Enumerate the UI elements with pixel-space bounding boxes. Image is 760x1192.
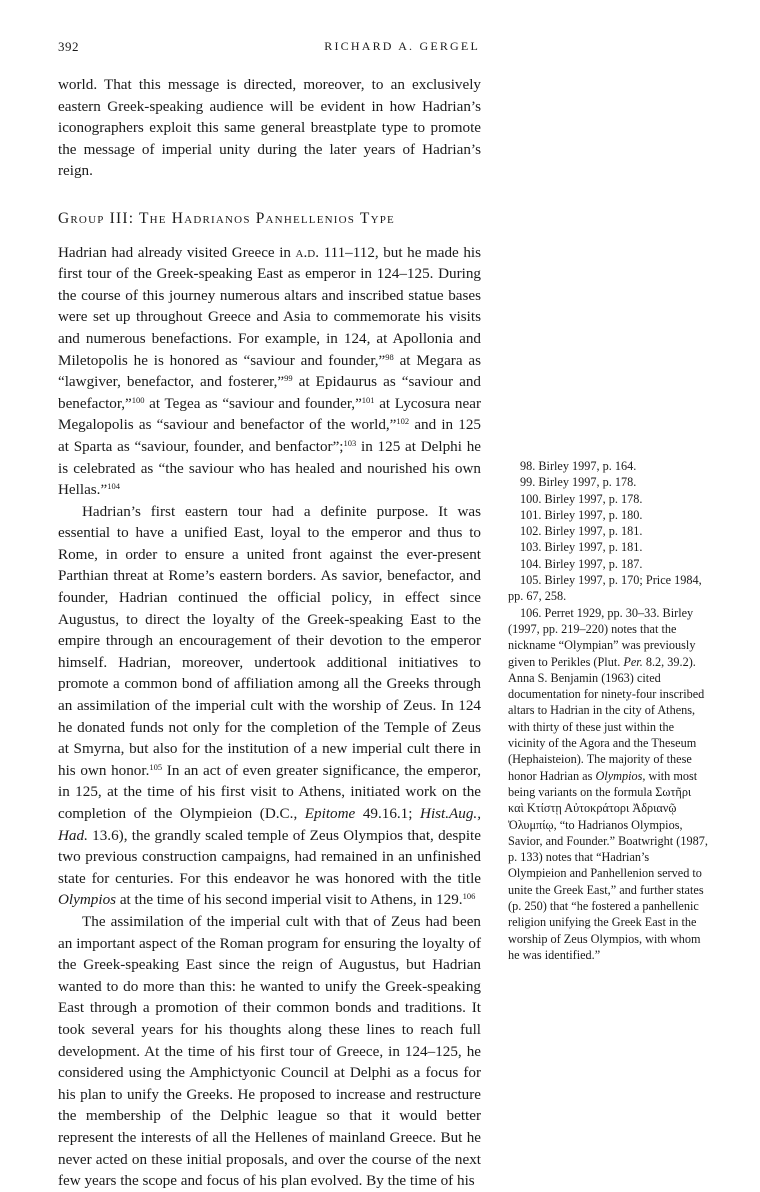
footnote-101: 101. Birley 1997, p. 180. <box>520 507 643 522</box>
running-head-author: RICHARD A. GERGEL <box>324 39 480 53</box>
footnote-ref-105[interactable]: 105 <box>149 761 163 772</box>
footnote-ref-104[interactable]: 104 <box>107 481 120 492</box>
work-title-epitome: Epitome <box>304 805 356 822</box>
footnote-104: 104. Birley 1997, p. 187. <box>520 556 643 571</box>
paragraph-1 <box>58 242 481 501</box>
text-run: at the time of his second imperial visit to Athens, in 129. <box>116 891 463 909</box>
text-run: at Megara as “lawgiver, benefactor, and fosterer,” <box>58 351 481 391</box>
footnote-ref-106[interactable]: 106 <box>462 891 476 902</box>
footnote-102: 102. Birley 1997, p. 181. <box>520 524 643 539</box>
work-title-per: Per. <box>623 654 643 669</box>
title-olympios-note: Olympios, <box>595 768 646 783</box>
footnote-ref-103[interactable]: 103 <box>343 437 357 448</box>
text-run: Hadrian had already visited Greece in <box>58 243 291 261</box>
running-header <box>58 39 480 55</box>
footnote-ref-101[interactable]: 101 <box>361 394 375 405</box>
footnotes-column <box>508 458 708 963</box>
text-run: 8.2, 39.2). Anna S. Benjamin (1963) cited documentation for ninety-four inscribed altars to Hadrian in the city of Athens, with thirty of these just within the vicinity of the Agora and the Theseum (Hephaisteion). The majority of these honor Hadrian as <box>508 654 705 783</box>
footnote-100: 100. Birley 1997, p. 178. <box>520 491 643 506</box>
text-run: and in 125 at Sparta as “saviour, founder, and benfactor”; <box>58 416 481 455</box>
era-abbreviation: a.d. <box>295 243 320 261</box>
text-run: at Epidaurus as “saviour and benefactor,” <box>58 373 481 412</box>
footnote-ref-99[interactable]: 99 <box>284 373 293 384</box>
work-title-hist-aug: Hist.Aug., Had. <box>58 805 481 844</box>
section-title: Group III: The Hadrianos Panhellenios Type <box>58 209 395 227</box>
text-run: Hadrian’s first eastern tour had a definite purpose. It was essential to have a unified East, loyal to the emperor and thus to Rome, in order to ensure a united front against the ever-present Parthian threat at Rome’s eastern borders. As savior, benefactor, and founder, Hadrian continued the official policy, in effect since Augustus, to direct the loyalty of the Greek-speaking East to the empire through an encouragement of their devotion to the emperor himself. Hadrian, moreover, undertook additional initiatives to promote a common bond of affiliation among all the Greeks through an assimilation of the imperial cult with the worship of Zeus. In 124 he donated funds not only for the completion of the Temple of Zeus at Smyrna, but also for the institution of a new imperial cult there in his own honor. <box>58 502 481 779</box>
intro-paragraph: world. That this message is directed, moreover, to an exclusively eastern Greek-speaking audience will be evident in how Hadrian’s iconographers exploit this same general breastplate type to promote the message of imperial unity during the later years of Hadrian’s reign. <box>58 76 481 180</box>
main-text-column <box>58 74 481 1192</box>
text-run: 111–112, but he made his first tour of the Greek-speaking East as emperor in 124–125. During the course of this journey numerous altars and inscribed statue bases were set up throughout Greece and Asia to commemorate his visits and numerous benefactions. For example, in 124, at Apollonia and Miletopolis he is honored as “saviour and founder,” <box>58 243 481 369</box>
text-run: 13.6), the grandly scaled temple of Zeus Olympios that, despite two previous construction campaigns, had remained in an unfinished state for centuries. For this endeavor he was honored with the title <box>58 826 481 887</box>
footnote-ref-100[interactable]: 100 <box>131 394 145 405</box>
text-run: 49.16.1; <box>355 805 421 822</box>
text-run: at Tegea as “saviour and founder,” <box>144 394 362 412</box>
text-run: at Lycosura near Megalopolis as “saviour and benefactor of the world,” <box>58 394 481 434</box>
text-run: in 125 at Delphi he is celebrated as “the saviour who has healed and nourished his own Hellas.” <box>58 437 481 499</box>
paragraph-3: The assimilation of the imperial cult with that of Zeus had been an important aspect of the Roman program for ensuring the loyalty of the Greek-speaking East since the reign of Augustus, but Hadrian wanted to do more than this: he wanted to unify the Greek-speaking East through a promotion of their common bonds and traditions. It took several years for his thoughts along these lines to reach full development. At the time of his first tour of Greece, in 124–125, he considered using the Amphictyonic Council at Delphi as a focus for his plan to unify the Greeks. He proposed to increase and restructure the membership of the Delphic league so that it would better represent the interests of all the Hellenes of mainland Greece. But he never acted on these initial proposals, and over the course of the next few years the scope and focus of his plan evolved. By the time of his <box>58 912 481 1190</box>
text-run: with most being variants on the formula Σωτῆρι καὶ Κτίστῃ Αὐτοκράτορι Ἀδριανῷ Ὀλυμπίῳ, “to Hadrianos Olympios, Savior, and Founder.” Boatwright (1987, p. 133) notes that “Hadrian’s Olympieion and Panhellenion served to unite the Greek East,” and further states (p. 250) that “he fostered a panhellenic religion unifying the Greek East in the worship of Zeus Olympios, with whom he was identified.” <box>508 768 708 962</box>
footnote-99: 99. Birley 1997, p. 178. <box>520 475 637 490</box>
paragraph-2 <box>58 501 481 911</box>
title-olympios: Olympios <box>58 891 117 909</box>
text-run: 106. Perret 1929, pp. 30–33. Birley (1997, pp. 219–220) notes that the nickname “Olympian” was previously given to Perikles (Plut. <box>508 605 696 669</box>
text-run: In an act of even greater significance, the emperor, in 125, at the time of his first visit to Athens, initiated work on the completion of the Olympieion (D.C., <box>58 761 481 822</box>
footnote-105: 105. Birley 1997, p. 170; Price 1984, pp. 67, 258. <box>508 573 702 604</box>
footnote-ref-98[interactable]: 98 <box>385 351 394 362</box>
footnote-ref-102[interactable]: 102 <box>396 416 410 427</box>
footnote-106 <box>508 605 708 964</box>
footnote-98: 98. Birley 1997, p. 164. <box>520 459 637 473</box>
page-number: 392 <box>58 39 79 54</box>
footnote-103: 103. Birley 1997, p. 181. <box>520 540 643 555</box>
